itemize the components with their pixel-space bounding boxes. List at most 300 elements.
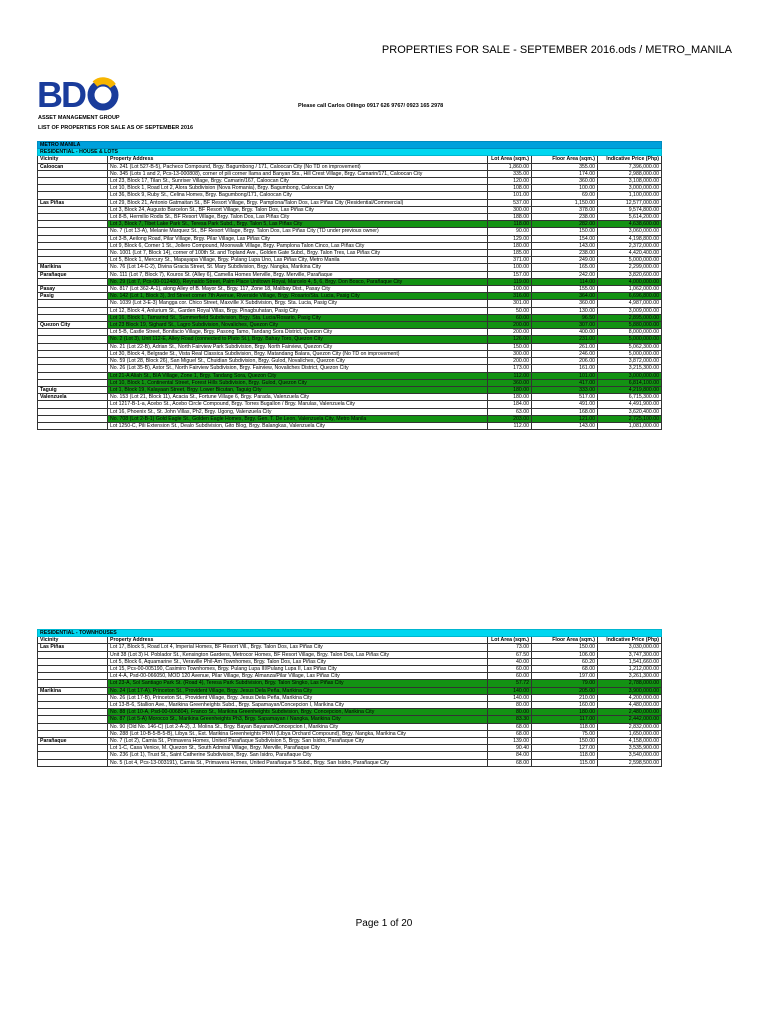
lot-area-cell: 126.00: [488, 336, 532, 343]
floor-area-cell: 364.00: [532, 293, 598, 300]
lot-area-cell: 200.00: [488, 322, 532, 329]
price-cell: 3,261,300.00: [598, 673, 662, 680]
floor-area-cell: 114.00: [532, 278, 598, 285]
price-cell: 3,000,000.00: [598, 185, 662, 192]
address-cell: No. 111 (Lot 7, Block 7), Kouros St. (Alley 6), Camella Homes Merville, Brgy. Merville, Parañaque: [108, 271, 488, 278]
lot-area-cell: 180.00: [488, 394, 532, 401]
address-cell: No. 7 (Lot 2), Camia St., Primavera Homes, United Parañaque Subdivision 5, Brgy. San Isidro, Parañaque City: [108, 738, 488, 745]
lot-area-cell: 173.00: [488, 365, 532, 372]
price-cell: 1,081,000.00: [598, 422, 662, 429]
address-cell: Lot 16, Block 1, Tamarind St., Summerfield Subdivision, Brgy. Sta. Lucia/Rosario, Pasig City: [108, 314, 488, 321]
floor-area-cell: 249.00: [532, 257, 598, 264]
address-cell: No. 26 (Lot 35-B), Astor St., North Fairview Subdivision, Brgy. Fairview, Novaliches District, Quezon City: [108, 365, 488, 372]
vicinity-cell: [38, 307, 108, 314]
price-cell: 3,000,000.00: [598, 372, 662, 379]
address-cell: Lot 9, Block 6, Corner 1 St., Jollero Compound, Moonwalk Village, Brgy. Pamplona Talon Cinco, Las Piñas City: [108, 242, 488, 249]
address-cell: Lot 1, Block 19, Kalayaan Street, Brgy. Lower Bicutan, Taguig City: [108, 386, 488, 393]
floor-area-cell: 246.00: [532, 350, 598, 357]
lot-area-cell: 140.00: [488, 687, 532, 694]
floor-area-cell: 68.00: [532, 666, 598, 673]
price-cell: 4,420,400.00: [598, 250, 662, 257]
price-cell: 2,988,000.00: [598, 170, 662, 177]
region-heading: METRO MANILA: [38, 142, 662, 149]
vicinity-cell: [38, 343, 108, 350]
vicinity-cell: [38, 185, 108, 192]
address-cell: No. 59 (Lot 28, Block 26), San Miguel St., Chuidian Subdivision, Brgy. Gulod, Novaliches, Quezon City: [108, 358, 488, 365]
lot-area-cell: 73.00: [488, 644, 532, 651]
page-footer: Page 1 of 20: [355, 918, 413, 929]
price-cell: 4,987,000.00: [598, 300, 662, 307]
vicinity-cell: Taguig: [38, 386, 108, 393]
vicinity-cell: [38, 170, 108, 177]
property-row: [38, 235, 662, 242]
lot-area-cell: 119.00: [488, 278, 532, 285]
lot-area-cell: 50.00: [488, 307, 532, 314]
vicinity-cell: [38, 415, 108, 422]
property-row: [38, 192, 662, 199]
property-row: [38, 401, 662, 408]
price-cell: 1,100,000.00: [598, 192, 662, 199]
lot-area-cell: 140.00: [488, 694, 532, 701]
address-cell: Lot 5, Block 6, Aquamarine St., Veraville Phil-Am Townhomes, Brgy. Talon Dos, Las Piñas City: [108, 658, 488, 665]
price-cell: 5,000,000.00: [598, 257, 662, 264]
lot-area-cell: 57.72: [488, 680, 532, 687]
vicinity-cell: [38, 221, 108, 228]
address-cell: No. 1001 (Lot 7, Block 14), corner of 100th St. and Topland Ave., Golden Gate Subd., Brgy. Talon Tres, Las Piñas City: [108, 250, 488, 257]
price-cell: 2,442,000.00: [598, 716, 662, 723]
address-cell: Lot 17, Block 5, Road Lot 4, Imperial Homes, BF Resort Vill., Brgy. Talon Dos, Las Piñas City: [108, 644, 488, 651]
property-row: [38, 358, 662, 365]
lot-area-cell: 371.00: [488, 257, 532, 264]
floor-area-cell: 180.00: [532, 709, 598, 716]
vicinity-cell: [38, 752, 108, 759]
address-cell: No. 708 (Lot 2-B-1) Gold Eagle St., Golden Eagle Homes, Brgy. Gen. T. De Leon, Valenzuela City, Metro Manila: [108, 415, 488, 422]
floor-area-cell: 400.00: [532, 329, 598, 336]
price-cell: 3,108,000.00: [598, 178, 662, 185]
lot-area-cell: 63.00: [488, 408, 532, 415]
address-cell: No. 7 (Lot 13-A), Melanie Marquez St., BF Resort Village, Brgy. Talon Dos, Las Piñas City (TD under previous owner): [108, 228, 488, 235]
lot-area-cell: 40.00: [488, 658, 532, 665]
vicinity-cell: [38, 680, 108, 687]
floor-area-cell: 160.00: [532, 702, 598, 709]
vicinity-cell: [38, 192, 108, 199]
floor-area-cell: 165.00: [532, 264, 598, 271]
property-row: [38, 178, 662, 185]
floor-area-cell: 118.00: [532, 752, 598, 759]
address-cell: No. 29 (Lot 7, Pcs-00-012480), Reynaldo Street, Palm Place Uniltown Royal, Marcelo 4, 5, 6, Brgy. Don Bosco, Parañaque City: [108, 278, 488, 285]
bdo-logo: [37, 77, 119, 116]
vicinity-cell: [38, 702, 108, 709]
price-cell: 5,880,000.00: [598, 322, 662, 329]
price-cell: 7,396,000.00: [598, 163, 662, 170]
floor-area-cell: 143.00: [532, 422, 598, 429]
floor-area-cell: 210.00: [532, 694, 598, 701]
property-row: [38, 163, 662, 170]
lot-area-cell: 90.40: [488, 745, 532, 752]
address-cell: Lot 3, Block 7, Tibet Lake Park St., Teresa Park Subd., Brgy. Talon 5, Las Piñas City: [108, 221, 488, 228]
price-cell: 3,215,300.00: [598, 365, 662, 372]
address-cell: Lot 1250-C, Pili Extension St., Dealo Subdivision, Gito Blog, Brgy. Balangkas, Valenzuela City: [108, 422, 488, 429]
floor-area-cell: 155.00: [532, 286, 598, 293]
price-cell: 5,062,300.00: [598, 343, 662, 350]
price-cell: 2,725,100.00: [598, 415, 662, 422]
price-cell: 3,535,900.00: [598, 745, 662, 752]
property-row: [38, 264, 662, 271]
floor-area-cell: 150.00: [532, 738, 598, 745]
property-row: [38, 293, 662, 300]
property-row: [38, 185, 662, 192]
lot-area-cell: 83.30: [488, 716, 532, 723]
lot-area-cell: 300.00: [488, 206, 532, 213]
property-row: [38, 307, 662, 314]
address-cell: Lot 5-B, Castle Street, Bonifacio Village, Brgy. Pasong Tamo, Tandang Sora District, Quezon City: [108, 329, 488, 336]
price-cell: 3,009,000.00: [598, 307, 662, 314]
floor-area-cell: 96.50: [532, 314, 598, 321]
floor-area-cell: 174.00: [532, 170, 598, 177]
vicinity-cell: [38, 716, 108, 723]
property-row: [38, 745, 662, 752]
property-row: [38, 199, 662, 206]
address-cell: No. 288 (Lot 10-B-5-B-5-B), Libya St., Ext. Marikina Greenheights PhVII (Libya Orchard Compound), Brgy. Nangka, Marikina City: [108, 730, 488, 737]
lot-area-cell: 180.00: [488, 386, 532, 393]
address-cell: Lot 23 Block 19, Sighard St., Lagro Subdivision, Novaliches, Quezon City: [108, 322, 488, 329]
vicinity-cell: [38, 379, 108, 386]
property-row: [38, 278, 662, 285]
price-cell: 2,598,500.00: [598, 759, 662, 766]
townhouses-table: [37, 629, 662, 767]
address-cell: Lot 1-C, Casa Venice, M. Quezon St., South Admiral Village, Brgy. Merville, Parañaque City: [108, 745, 488, 752]
vicinity-cell: [38, 235, 108, 242]
property-row: [38, 422, 662, 429]
price-cell: 4,219,800.00: [598, 386, 662, 393]
lot-area-cell: 100.00: [488, 264, 532, 271]
property-row: [38, 651, 662, 658]
price-cell: 6,715,300.00: [598, 394, 662, 401]
address-cell: No. 241 (Lot 527-B-5), Pacheco Compound, Brgy. Bagumbong / 171, Caloocan City (No TD on improvement): [108, 163, 488, 170]
address-cell: Lot 30, Block 4, Belgrade St., Vista Real Classica Subdivision, Brgy. Matandang Balara, Quezon City (No TD on improvement): [108, 350, 488, 357]
address-cell: Lot 36, Block 9, Ruby St., Celina Homes, Brgy. Bagumbong/171, Caloocan City: [108, 192, 488, 199]
col-price: Indicative Price (Php): [598, 156, 662, 163]
floor-area-cell: 307.00: [532, 322, 598, 329]
lot-area-cell: 301.00: [488, 300, 532, 307]
price-cell: 1,212,000.00: [598, 666, 662, 673]
vicinity-cell: [38, 408, 108, 415]
property-row: [38, 680, 662, 687]
lot-area-cell: 68.00: [488, 723, 532, 730]
floor-area-cell: 101.00: [532, 372, 598, 379]
property-row: [38, 257, 662, 264]
price-cell: 3,872,000.00: [598, 358, 662, 365]
address-cell: Lot 23, Block 17, Tilan St., Sunriser Village, Brgy. Camarin/167, Caloocan City: [108, 178, 488, 185]
lot-area-cell: 101.00: [488, 192, 532, 199]
vicinity-cell: Pasig: [38, 293, 108, 300]
floor-area-cell: 238.00: [532, 250, 598, 257]
property-row: [38, 644, 662, 651]
price-cell: 5,000,000.00: [598, 350, 662, 357]
lot-area-cell: 139.00: [488, 738, 532, 745]
property-row: [38, 730, 662, 737]
address-cell: Lot 21-A Aliah St., BIA Village, Zone 1, Brgy. Tandang Sora, Quezon City: [108, 372, 488, 379]
list-title: LIST OF PROPERTIES FOR SALE AS OF SEPTEMBER 2016: [38, 125, 194, 131]
lot-area-cell: 112.00: [488, 372, 532, 379]
floor-area-cell: 378.00: [532, 206, 598, 213]
floor-area-cell: 1,150.00: [532, 199, 598, 206]
lot-area-cell: 112.00: [488, 422, 532, 429]
address-cell: Lot 23-A, Sol Santiago Park St. (Road 4), Teresa Park Subdivision, Brgy. Talon Singko, Las Piñas City: [108, 680, 488, 687]
lot-area-cell: 157.00: [488, 271, 532, 278]
vicinity-cell: [38, 673, 108, 680]
lot-area-cell: 180.00: [488, 242, 532, 249]
property-row: [38, 386, 662, 393]
col-address: Property Address: [108, 156, 488, 163]
lot-area-cell: 200.00: [488, 358, 532, 365]
property-row: [38, 408, 662, 415]
price-cell: 2,480,000.00: [598, 709, 662, 716]
address-cell: Lot 15, Pcs-00-005190, Casimiro Townhomes, Brgy. Pulang Lupa III/Pulang Lupa II, Las Piñas City: [108, 666, 488, 673]
address-cell: Lot 12, Block 4, Anlurium St., Garden Royal Villas, Brgy. Pinagbuhatan, Pasig City: [108, 307, 488, 314]
lot-area-cell: 316.00: [488, 293, 532, 300]
lot-area-cell: 120.00: [488, 178, 532, 185]
floor-area-cell: 161.00: [532, 365, 598, 372]
vicinity-cell: [38, 214, 108, 221]
price-cell: 2,372,000.00: [598, 242, 662, 249]
property-row: [38, 738, 662, 745]
col-lot: Lot Area (sqm.): [488, 637, 532, 644]
vicinity-cell: [38, 401, 108, 408]
property-row: [38, 250, 662, 257]
address-cell: No. 24 (Lot 17-A), Princeton St., Provident Village, Brgy. Jesus Dela Peña, Marikina City: [108, 687, 488, 694]
lot-area-cell: 60.00: [488, 673, 532, 680]
lot-area-cell: 184.00: [488, 401, 532, 408]
property-row: [38, 723, 662, 730]
floor-area-cell: 168.00: [532, 408, 598, 415]
vicinity-cell: [38, 658, 108, 665]
lot-area-cell: 118.00: [488, 221, 532, 228]
address-cell: Lot 13-B-6, Stallion Ave., Marikina Greenheights Subd., Brgy. Sapamayan/Concepcion I, Marikina City: [108, 702, 488, 709]
lot-area-cell: 100.00: [488, 286, 532, 293]
property-row: [38, 394, 662, 401]
lot-area-cell: 67.50: [488, 651, 532, 658]
vicinity-cell: [38, 651, 108, 658]
lot-area-cell: 1,860.00: [488, 163, 532, 170]
floor-area-cell: 360.00: [532, 178, 598, 185]
floor-area-cell: 75.00: [532, 730, 598, 737]
property-row: [38, 658, 662, 665]
floor-area-cell: 106.00: [532, 651, 598, 658]
address-cell: No. 90 (Old No. 146-C) (Lot 2-A-2), J. Molina St., Brgy. Bayan Bayanan/Concepcion I, Marikina City: [108, 723, 488, 730]
price-cell: 1,062,000.00: [598, 286, 662, 293]
col-floor: Floor Area (sqm.): [532, 637, 598, 644]
svg-text:BD: BD: [37, 77, 85, 111]
floor-area-cell: 130.00: [532, 307, 598, 314]
vicinity-cell: [38, 709, 108, 716]
lot-area-cell: 90.00: [488, 228, 532, 235]
price-cell: 3,030,000.00: [598, 644, 662, 651]
property-row: [38, 709, 662, 716]
vicinity-cell: [38, 329, 108, 336]
lot-area-cell: 108.00: [488, 185, 532, 192]
lot-area-cell: 188.00: [488, 214, 532, 221]
vicinity-cell: Parañaque: [38, 738, 108, 745]
property-row: [38, 716, 662, 723]
floor-area-cell: 118.00: [532, 723, 598, 730]
lot-area-cell: 150.00: [488, 343, 532, 350]
floor-area-cell: 154.00: [532, 235, 598, 242]
address-cell: Lot 10, Block 1, Continental Street, Forest Hills Subdivision, Brgy. Gulod, Quezon City: [108, 379, 488, 386]
price-cell: 2,299,000.00: [598, 264, 662, 271]
floor-area-cell: 355.00: [532, 163, 598, 170]
floor-area-cell: 150.00: [532, 228, 598, 235]
price-cell: 3,820,600.00: [598, 271, 662, 278]
price-cell: 2,832,000.00: [598, 723, 662, 730]
lot-area-cell: 68.00: [488, 730, 532, 737]
property-row: [38, 759, 662, 766]
property-row: [38, 214, 662, 221]
vicinity-cell: [38, 278, 108, 285]
address-cell: No. 76 (Lot 14-C-2), Divina Gracia Street, St. Mary Subdivision, Brgy. Nangka, Marikina City: [108, 264, 488, 271]
lot-area-cell: 200.00: [488, 329, 532, 336]
floor-area-cell: 79.00: [532, 680, 598, 687]
price-cell: 4,158,000.00: [598, 738, 662, 745]
price-cell: 8,000,000.00: [598, 329, 662, 336]
group-heading: [38, 113, 193, 133]
floor-area-cell: 117.00: [532, 716, 598, 723]
vicinity-cell: [38, 723, 108, 730]
lot-area-cell: 84.00: [488, 752, 532, 759]
price-cell: 2,895,000.00: [598, 314, 662, 321]
address-cell: No. 21 (Lot 22-B), Adrian St., North Fairview Park Subdivision, Brgy. North Fairview, Quezon City: [108, 343, 488, 350]
floor-area-cell: 360.00: [532, 300, 598, 307]
lot-area-cell: 60.00: [488, 666, 532, 673]
vicinity-cell: Valenzuela: [38, 394, 108, 401]
vicinity-cell: [38, 666, 108, 673]
lot-area-cell: 335.00: [488, 170, 532, 177]
price-cell: 6,814,100.00: [598, 379, 662, 386]
property-row: [38, 170, 662, 177]
address-cell: No. 87 (Lot 5-A) Morocco St., Marikina Greenheights Ph3, Brgy. Sapamayan / Nangka, Marikina City: [108, 716, 488, 723]
vicinity-cell: Las Piñas: [38, 199, 108, 206]
property-row: [38, 336, 662, 343]
property-row: [38, 221, 662, 228]
address-cell: Lot 16, Phoenix St., St. John Villas, Ph2, Brgy. Ugong, Valenzuela City: [108, 408, 488, 415]
lot-area-cell: 80.00: [488, 709, 532, 716]
property-row: [38, 415, 662, 422]
vicinity-cell: [38, 372, 108, 379]
property-row: [38, 752, 662, 759]
vicinity-cell: [38, 178, 108, 185]
col-vicinity: Vicinity: [38, 637, 108, 644]
col-floor: Floor Area (sqm.): [532, 156, 598, 163]
section-title: RESIDENTIAL - TOWNHOUSES: [38, 630, 662, 637]
vicinity-cell: [38, 422, 108, 429]
col-lot: Lot Area (sqm.): [488, 156, 532, 163]
lot-area-cell: 68.00: [488, 759, 532, 766]
price-cell: 3,620,400.00: [598, 408, 662, 415]
property-row: [38, 228, 662, 235]
vicinity-cell: Pasay: [38, 286, 108, 293]
floor-area-cell: 127.00: [532, 745, 598, 752]
property-row: [38, 314, 662, 321]
vicinity-cell: [38, 336, 108, 343]
vicinity-cell: [38, 350, 108, 357]
address-cell: No. 5 (Lot 4, Pcs-13-003191), Camia St., Primavera Homes, United Parañaque 5 Subd., Brgy. San Isidro, Parañaque City: [108, 759, 488, 766]
price-cell: 4,200,000.00: [598, 694, 662, 701]
vicinity-cell: Parañaque: [38, 271, 108, 278]
floor-area-cell: 417.00: [532, 379, 598, 386]
lot-area-cell: 60.00: [488, 314, 532, 321]
contact-line: Please call Carlos Oilingo 0917 626 9767/ 0923 165 2978: [298, 103, 444, 109]
vicinity-cell: [38, 759, 108, 766]
vicinity-cell: [38, 242, 108, 249]
col-price: Indicative Price (Php): [598, 637, 662, 644]
price-cell: 9,574,800.00: [598, 206, 662, 213]
address-cell: No. 817 (Lot 362-A-1), along Alley of B. Mayor St., Brgy. 117, Zone 18, Malibay Dist., Pasay City: [108, 286, 488, 293]
vicinity-cell: [38, 206, 108, 213]
floor-area-cell: 231.00: [532, 336, 598, 343]
property-row: [38, 329, 662, 336]
vicinity-cell: Quezon City: [38, 322, 108, 329]
lot-area-cell: 360.00: [488, 379, 532, 386]
property-row: [38, 687, 662, 694]
floor-area-cell: 100.00: [532, 185, 598, 192]
vicinity-cell: Marikina: [38, 264, 108, 271]
floor-area-cell: 143.00: [532, 242, 598, 249]
floor-area-cell: 205.00: [532, 687, 598, 694]
price-cell: 3,900,000.00: [598, 687, 662, 694]
lot-area-cell: 537.00: [488, 199, 532, 206]
property-row: [38, 271, 662, 278]
price-cell: 3,540,000.00: [598, 752, 662, 759]
vicinity-cell: [38, 365, 108, 372]
address-cell: Lot 29, Block 21, Antonio Gatmaitan St., BF Resort Village, Brgy. Pamplona/Talon Dos, Las Piñas City (Residential/Commercial): [108, 199, 488, 206]
property-row: [38, 242, 662, 249]
price-cell: 4,198,800.00: [598, 235, 662, 242]
page-header: PROPERTIES FOR SALE - SEPTEMBER 2016.ods / METRO_MANILA: [381, 44, 732, 56]
floor-area-cell: 333.00: [532, 386, 598, 393]
property-row: [38, 673, 662, 680]
price-cell: 12,577,000.00: [598, 199, 662, 206]
floor-area-cell: 517.00: [532, 394, 598, 401]
address-cell: Lot 10, Block 1, Road Lot 2, Alora Subdivision (Nova Romania), Brgy. Bagumbong, Caloocan City: [108, 185, 488, 192]
address-cell: Unit 38 (Lot 3) H. Poblador St., Kensington Gardens, Metrocor Homes, BF Resort Village, Brgy. Talon Dos, Las Piñas City: [108, 651, 488, 658]
address-cell: Lot 3-B, Aeilong Road, Pilar Village, Brgy. Pilar Village, Las Piñas City: [108, 235, 488, 242]
floor-area-cell: 491.00: [532, 401, 598, 408]
floor-area-cell: 206.00: [532, 358, 598, 365]
floor-area-cell: 197.00: [532, 673, 598, 680]
vicinity-cell: [38, 694, 108, 701]
lot-area-cell: 185.00: [488, 250, 532, 257]
price-cell: 5,614,200.00: [598, 214, 662, 221]
price-cell: 2,788,000.00: [598, 680, 662, 687]
property-row: [38, 343, 662, 350]
price-cell: 4,000,000.00: [598, 278, 662, 285]
vicinity-cell: [38, 314, 108, 321]
floor-area-cell: 60.20: [532, 658, 598, 665]
property-row: [38, 365, 662, 372]
address-cell: Lot 4-A, Psd-00-066050, MOD 120 Avenue, Pilar Village, Brgy. Almanza/Pilar Village, Las Piñas City: [108, 673, 488, 680]
lot-area-cell: 80.00: [488, 702, 532, 709]
price-cell: 4,491,900.00: [598, 401, 662, 408]
address-cell: No. 142 (Lot 1, Block 3), 3rd Street corner 7th Avenue, Riverside Village, Brgy. Rosario/Sta. Lucia, Pasig City: [108, 293, 488, 300]
price-cell: 5,000,000.00: [598, 336, 662, 343]
vicinity-cell: [38, 300, 108, 307]
vicinity-cell: [38, 250, 108, 257]
floor-area-cell: 261.00: [532, 343, 598, 350]
vicinity-cell: Las Piñas: [38, 644, 108, 651]
property-row: [38, 322, 662, 329]
property-row: [38, 286, 662, 293]
lot-area-cell: 203.00: [488, 415, 532, 422]
